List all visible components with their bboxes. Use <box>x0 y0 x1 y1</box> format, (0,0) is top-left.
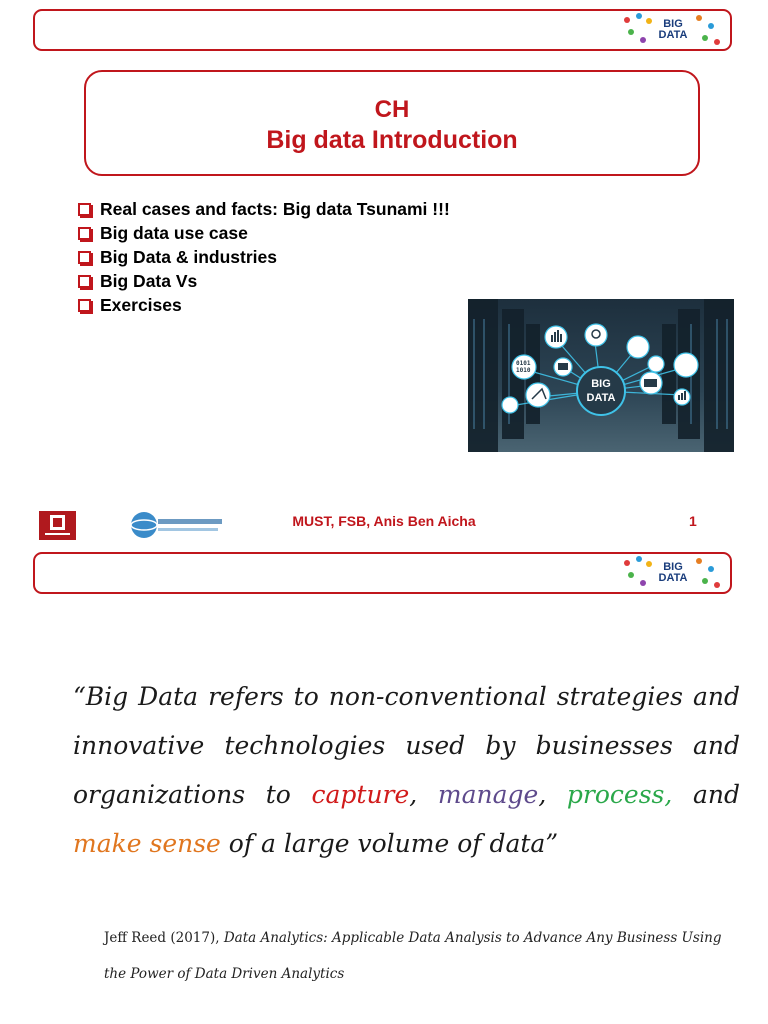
checkbox-bullet-icon <box>78 203 91 216</box>
word-process: process, <box>566 780 673 809</box>
big-data-logo <box>622 556 722 590</box>
page-number: 1 <box>689 513 697 529</box>
list-item: Big data use case <box>78 221 450 245</box>
illustration-label-big: BIG <box>591 378 611 390</box>
list-item: Big Data Vs <box>78 269 450 293</box>
citation-author: Jeff Reed (2017), <box>104 930 224 946</box>
big-data-illustration <box>468 299 734 452</box>
citation <box>104 920 744 992</box>
logo-text-data: DATA <box>658 29 688 41</box>
big-data-logo <box>622 13 722 47</box>
footer-credit: MUST, FSB, Anis Ben Aicha <box>292 513 476 529</box>
title-box <box>84 70 700 176</box>
big-data-definition-quote: “Big Data refers to non-conventional strategies and innovative technologies used by businesses and organizations to capture, manage, process, and make sense of a large volume of data” <box>73 682 740 858</box>
chapter-label: CH <box>374 96 410 123</box>
logo-text-big: BIG <box>663 561 683 573</box>
list-item: Exercises <box>78 293 450 317</box>
logo-text-big: BIG <box>663 18 683 30</box>
slide2-header-bar <box>33 552 732 594</box>
word-capture: capture <box>311 780 410 809</box>
illustration-label-data: DATA <box>586 392 616 404</box>
slide1-header-bar <box>33 9 732 51</box>
checkbox-bullet-icon <box>78 227 91 240</box>
list-item: Real cases and facts: Big data Tsunami !!! <box>78 197 450 221</box>
checkbox-bullet-icon <box>78 275 91 288</box>
binary-text-1: 0101 <box>516 360 531 367</box>
checkbox-bullet-icon <box>78 299 91 312</box>
checkbox-bullet-icon <box>78 251 91 264</box>
word-manage: manage <box>437 780 539 809</box>
citation-title: Data Analytics: Applicable Data Analysis to Advance Any Business Using the Power of Data Driven Analytics <box>104 930 722 982</box>
binary-text-2: 1010 <box>516 367 531 374</box>
list-item: Big Data & industries <box>78 245 450 269</box>
slide-title: Big data Introduction <box>266 126 518 154</box>
logo-text-data: DATA <box>658 572 688 584</box>
word-make-sense: make sense <box>73 829 221 858</box>
topics-list <box>78 197 450 317</box>
